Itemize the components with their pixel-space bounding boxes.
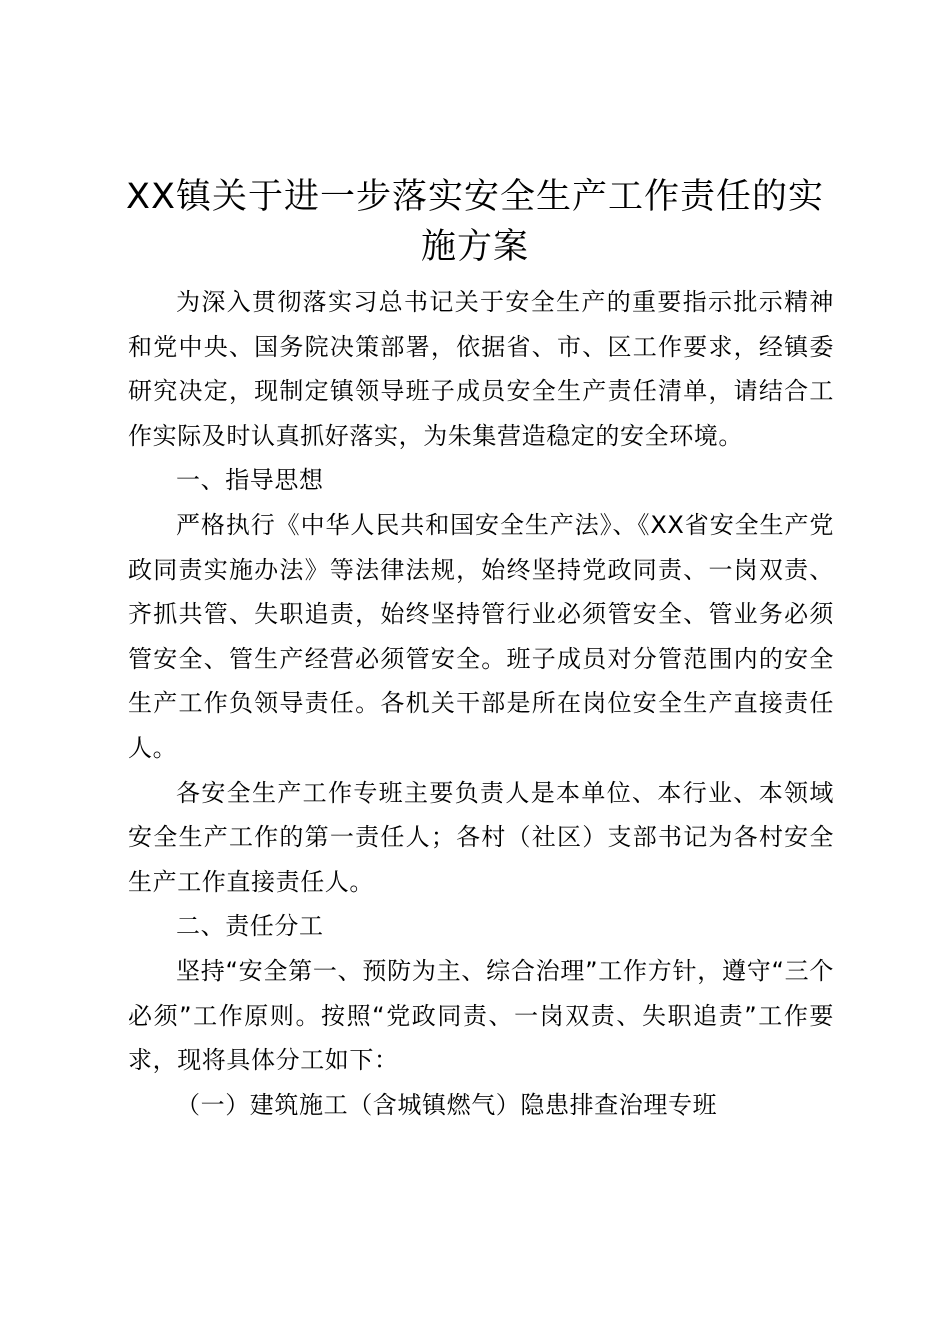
division-paragraph: 坚持“安全第一、预防为主、综合治理”工作方针，遵守“三个必须”工作原则。按照“党政同责、一岗双责、失职追责”工作要求，现将具体分工如下： <box>128 956 834 1075</box>
document-body <box>128 280 834 1127</box>
section-heading-guiding-ideology: 一、指导思想 <box>176 466 324 495</box>
subsection-heading-construction: （一）建筑施工（含城镇燃气）隐患排查治理专班 <box>176 1090 718 1119</box>
responsibility-paragraph: 各安全生产工作专班主要负责人是本单位、本行业、本领域安全生产工作的第一责任人；各村（社区）支部书记为各村安全生产工作直接责任人。 <box>128 778 834 896</box>
section-heading-division-of-duties: 二、责任分工 <box>176 912 324 941</box>
guiding-ideology-paragraph: 严格执行《中华人民共和国安全生产法》、《XX省安全生产党政同责实施办法》等法律法规，始终坚持党政同责、一岗双责、齐抓共管、失职追责，始终坚持管行业必须管安全、管业务必须管安全、管生产经营必须管安全。班子成员对分管范围内的安全生产工作负领导责任。各机关干部是所在岗位安全生产直接责任人。 <box>128 510 834 762</box>
intro-paragraph: 为深入贯彻落实习总书记关于安全生产的重要指示批示精神和党中央、国务院决策部署，依据省、市、区工作要求，经镇委研究决定，现制定镇领导班子成员安全生产责任清单，请结合工作实际及时认真抓好落实，为朱集营造稳定的安全环境。 <box>128 288 834 450</box>
document-title: XX镇关于进一步落实安全生产工作责任的实施方案 <box>126 177 824 267</box>
